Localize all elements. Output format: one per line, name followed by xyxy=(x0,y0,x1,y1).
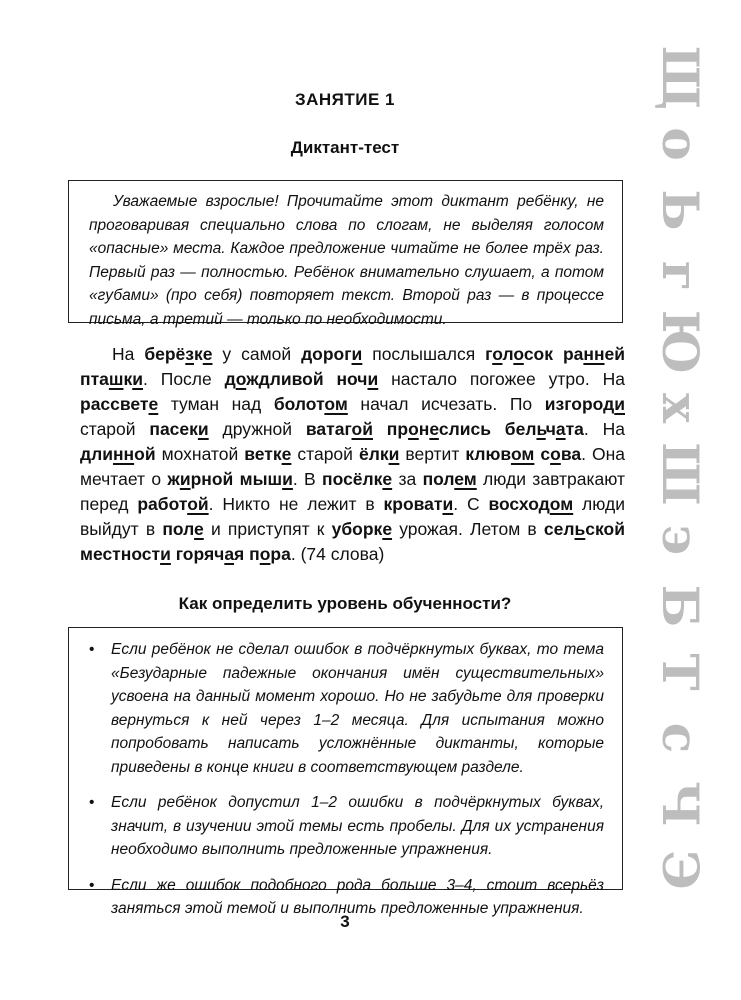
dictation-key-word xyxy=(352,419,373,439)
dictation-key-word: дорог xyxy=(301,344,352,364)
dictation-key-word: с xyxy=(540,444,551,464)
instruction-text: Уважаемые взрослые! Прочитайте этот диктант ребёнку, не проговаривая специально слова по слогам, не выделяя голосом «опасные» места. Каждое предложение читайте не более трёх раз. Первый раз — полностью. Ребёнок внимательно слушает, а потом «губами» (про себя) повторяет текст. Второй раз — в процессе письма, а третий — только по необходимости. xyxy=(89,193,604,328)
underlined-spelling: ш xyxy=(108,369,124,389)
assessment-box xyxy=(68,627,623,917)
underlined-spelling: ем xyxy=(454,469,477,489)
decorative-letter: Ь xyxy=(651,189,710,231)
decorative-letter: г xyxy=(651,260,710,292)
dictation-key-word: посёлк xyxy=(322,469,383,489)
dictation-key-word: л xyxy=(502,344,514,364)
underlined-spelling: е xyxy=(194,519,204,539)
dictation-key-word xyxy=(367,369,378,389)
dictation-key-word xyxy=(511,444,534,464)
dictation-key-word: ждливой xyxy=(246,369,324,389)
dictation-key-word xyxy=(583,344,604,364)
bullet-icon: • xyxy=(89,876,95,894)
underlined-spelling: ом xyxy=(510,444,535,464)
decorative-letter: с xyxy=(651,722,710,754)
dictation-plain-text: мохнатой xyxy=(155,444,245,464)
underlined-spelling: нн xyxy=(112,444,135,464)
underlined-spelling: ом xyxy=(324,394,348,414)
decorative-letters-column xyxy=(640,45,730,903)
underlined-spelling: е xyxy=(202,344,213,364)
underlined-spelling: о xyxy=(408,419,419,439)
underlined-spelling: ой xyxy=(351,419,373,439)
dictation-key-word xyxy=(149,394,159,414)
dictation-key-word xyxy=(614,394,625,414)
underlined-spelling: и xyxy=(179,469,191,489)
dictation-plain-text: На xyxy=(112,344,145,364)
underlined-spelling: и xyxy=(614,394,626,414)
dictation-key-word: ра xyxy=(562,344,584,364)
dictation-plain-text: начал исчезать. По xyxy=(347,394,545,414)
dictation-key-word xyxy=(550,494,573,514)
dictation-key-word xyxy=(236,369,246,389)
decorative-letter: Ш xyxy=(651,442,710,506)
dictation-key-word xyxy=(492,344,502,364)
underlined-spelling: и xyxy=(160,544,171,564)
dictation-key-word: пта xyxy=(80,369,109,389)
dictation-key-word xyxy=(180,469,191,489)
underlined-spelling: нн xyxy=(583,344,605,364)
dictation-key-word xyxy=(556,419,566,439)
decorative-letter: х xyxy=(651,393,710,423)
dictation-key-word xyxy=(160,544,171,564)
dictation-key-word: п xyxy=(249,544,260,564)
dictation-plain-text: старой xyxy=(291,444,359,464)
dictation-key-word: та xyxy=(565,419,584,439)
dictation-key-word: уборк xyxy=(331,519,383,539)
dictation-plain-text xyxy=(324,369,337,389)
underlined-spelling: ой xyxy=(187,494,209,514)
dictation-plain-text: . Она мечтает о xyxy=(80,444,625,489)
dictation-key-word: ва xyxy=(560,444,582,464)
bullet-icon: • xyxy=(89,794,95,811)
dictation-key-word: ж xyxy=(167,469,180,489)
dictation-key-word: мыш xyxy=(239,469,283,489)
dictation-key-word: местност xyxy=(80,544,161,564)
dictation-key-word xyxy=(324,394,347,414)
assessment-item xyxy=(89,791,604,862)
underlined-spelling: ь xyxy=(536,419,546,439)
dictation-key-word: пол xyxy=(422,469,455,489)
dictation-key-word: ей xyxy=(604,344,626,364)
assessment-heading: Как определить уровень обученности? xyxy=(178,594,512,613)
dictation-key-word: ватаг xyxy=(305,419,352,439)
underlined-spelling: о xyxy=(550,444,561,464)
underlined-spelling: ь xyxy=(574,519,586,539)
decorative-letter: Б xyxy=(651,584,710,628)
dictation-key-word: кроват xyxy=(383,494,443,514)
dictation-key-word: клюв xyxy=(465,444,511,464)
underlined-spelling: о xyxy=(259,544,271,564)
dictation-key-word: г xyxy=(485,344,493,364)
dictation-plain-text: люди выйдут в xyxy=(80,494,625,539)
dictation-key-word xyxy=(185,344,194,364)
dictation-key-word xyxy=(194,519,204,539)
underlined-spelling: и xyxy=(282,469,293,489)
dictation-key-word xyxy=(260,544,271,564)
dictation-key-word: к xyxy=(123,369,133,389)
underlined-spelling: а xyxy=(224,544,235,564)
dictation-key-word: к xyxy=(193,344,203,364)
dictation-key-word xyxy=(429,419,439,439)
dictation-key-word: ра xyxy=(270,544,291,564)
dictation-key-word: рассвет xyxy=(80,394,149,414)
dictation-plain-text: . (74 слова) xyxy=(290,544,385,564)
underlined-spelling: и xyxy=(132,369,143,389)
dictation-key-word xyxy=(382,469,392,489)
underlined-spelling: е xyxy=(148,394,159,414)
underlined-spelling: и xyxy=(197,419,209,439)
dictation-key-word xyxy=(575,519,586,539)
dictation-key-word: н xyxy=(418,419,430,439)
dictation-plain-text: и приступят к xyxy=(203,519,332,539)
underlined-spelling: е xyxy=(382,469,393,489)
underlined-spelling: о xyxy=(235,369,247,389)
dictation-key-word xyxy=(352,344,363,364)
dictation-plain-text: вертит xyxy=(399,444,466,464)
dictation-text xyxy=(80,342,625,567)
dictation-plain-text: урожая. Летом в xyxy=(392,519,544,539)
dictation-key-word: бел xyxy=(504,419,537,439)
dictation-key-word: берё xyxy=(144,344,186,364)
underlined-spelling: а xyxy=(555,419,566,439)
dictation-key-word xyxy=(109,369,124,389)
underlined-spelling: и xyxy=(442,494,454,514)
dictation-key-word: изгород xyxy=(544,394,615,414)
dictation-key-word xyxy=(382,519,392,539)
dictation-key-word: восход xyxy=(488,494,550,514)
dictation-plain-text: люди завтракают перед xyxy=(80,469,625,514)
decorative-letter: э xyxy=(651,524,710,556)
dictation-key-word: работ xyxy=(137,494,188,514)
dictation-key-word: горяч xyxy=(175,544,225,564)
dictation-key-word xyxy=(282,444,292,464)
assessment-item-text: Если ребёнок не сделал ошибок в подчёркнутых буквах, то тема «Безударные падежные окончания имён существительных» усвоена на данный момент хорошо. Но не забудьте для проверки вернуться к ней через 1–2 месяца. Для испытания можно попробовать написать усложнённые диктанты, которые приведены в конце книги в соответствующем разделе. xyxy=(111,641,604,776)
dictation-plain-text xyxy=(553,344,563,364)
underlined-spelling: е xyxy=(281,444,292,464)
dictation-plain-text: . После xyxy=(143,369,225,389)
lesson-subtitle: Диктант-тест xyxy=(290,138,400,157)
decorative-letter: Т xyxy=(651,653,710,691)
decorative-letter: о xyxy=(651,127,710,161)
dictation-plain-text: старой xyxy=(80,419,150,439)
dictation-key-word: сел xyxy=(543,519,575,539)
dictation-key-word: ветк xyxy=(244,444,282,464)
assessment-item xyxy=(89,638,604,779)
lesson-title: ЗАНЯТИЕ 1 xyxy=(294,90,396,109)
dictation-plain-text: . В xyxy=(292,469,323,489)
dictation-key-word: ой xyxy=(134,444,156,464)
dictation-key-word: д xyxy=(224,369,236,389)
dictation-key-word: пол xyxy=(162,519,195,539)
decorative-letter: Э xyxy=(651,850,710,890)
dictation-plain-text: . На xyxy=(583,419,625,439)
dictation-key-word xyxy=(113,444,134,464)
dictation-key-word: ской xyxy=(585,519,625,539)
decorative-letter: Щ xyxy=(651,45,710,111)
dictation-key-word xyxy=(454,469,476,489)
decorative-letter: Ю xyxy=(651,309,710,375)
dictation-key-word xyxy=(536,419,545,439)
dictation-plain-text: за xyxy=(392,469,423,489)
dictation-key-word: сок xyxy=(523,344,553,364)
dictation-key-word xyxy=(187,494,208,514)
dictation-plain-text: настало погожее утро. На xyxy=(378,369,625,389)
dictation-key-word: болот xyxy=(273,394,325,414)
dictation-key-word xyxy=(442,494,453,514)
dictation-key-word: дли xyxy=(80,444,113,464)
dictation-plain-text: . С xyxy=(453,494,489,514)
dictation-key-word xyxy=(513,344,523,364)
dictation-key-word xyxy=(224,544,234,564)
assessment-list xyxy=(89,638,604,921)
dictation-plain-text: туман над xyxy=(158,394,274,414)
bullet-icon: • xyxy=(89,641,95,658)
dictation-plain-text: дружной xyxy=(208,419,306,439)
dictation-key-word: пасек xyxy=(149,419,198,439)
dictation-key-word: пр xyxy=(386,419,409,439)
dictation-key-word: ч xyxy=(545,419,556,439)
dictation-key-word: ёлк xyxy=(358,444,389,464)
underlined-spelling: о xyxy=(513,344,524,364)
dictation-key-word xyxy=(282,469,293,489)
dictation-key-word xyxy=(389,444,400,464)
dictation-key-word xyxy=(132,369,143,389)
instruction-box xyxy=(68,180,623,328)
assessment-item-text: Если же ошибок подобного рода больше 3–4, стоит всерьёз заняться этой темой и выполнить предложенные упражнения. xyxy=(111,876,604,917)
underlined-spelling: ом xyxy=(549,494,574,514)
dictation-key-word: ноч xyxy=(336,369,368,389)
underlined-spelling: и xyxy=(388,444,400,464)
dictation-plain-text: послышался xyxy=(362,344,486,364)
dictation-key-word: рной xyxy=(190,469,234,489)
underlined-spelling: з xyxy=(185,344,194,364)
underlined-spelling: и xyxy=(367,369,379,389)
underlined-spelling: е xyxy=(382,519,393,539)
dictation-plain-text: . Никто не лежит в xyxy=(208,494,384,514)
dictation-plain-text xyxy=(373,419,387,439)
dictation-key-word xyxy=(550,444,561,464)
underlined-spelling: и xyxy=(351,344,363,364)
dictation-key-word xyxy=(408,419,419,439)
assessment-item-text: Если ребёнок допустил 1–2 ошибки в подчёркнутых буквах, значит, в изучении этой темы есть пробелы. Для их устранения необходимо выполнить предложенные упражнения. xyxy=(111,794,604,858)
dictation-plain-text xyxy=(491,419,505,439)
dictation-plain-text: у самой xyxy=(212,344,302,364)
decorative-letter: Ч xyxy=(651,781,710,827)
page-number: 3 xyxy=(340,912,350,931)
underlined-spelling: о xyxy=(492,344,503,364)
underlined-spelling: е xyxy=(429,419,439,439)
dictation-key-word xyxy=(198,419,209,439)
dictation-key-word: слись xyxy=(438,419,491,439)
dictation-key-word: я xyxy=(234,544,245,564)
